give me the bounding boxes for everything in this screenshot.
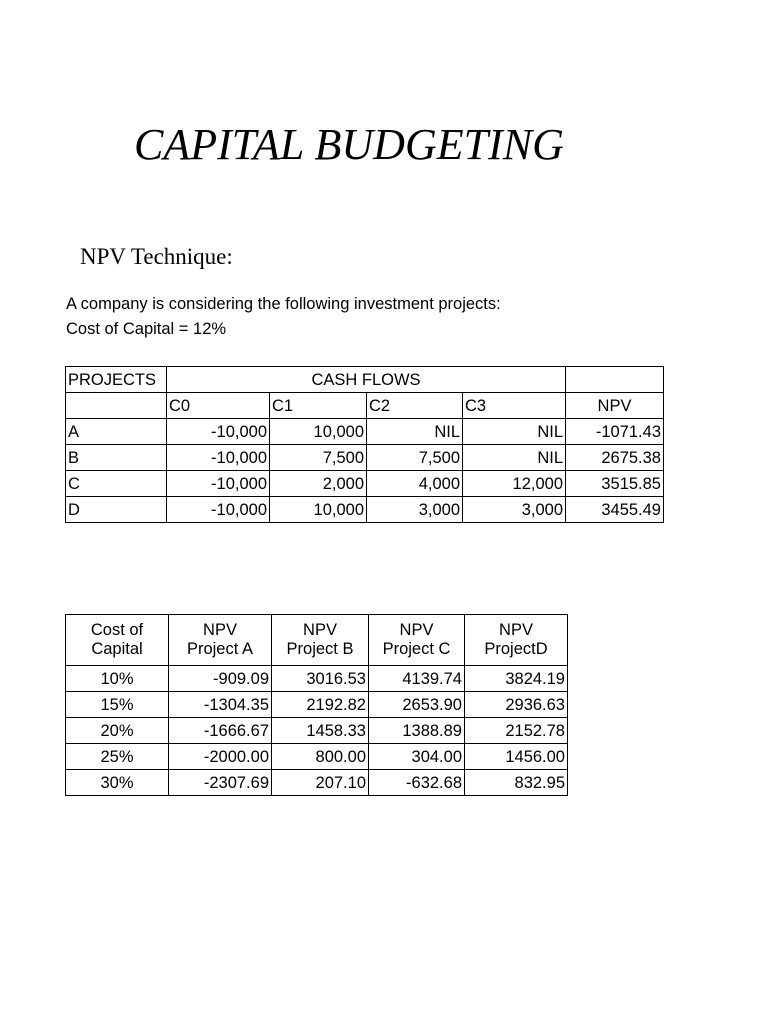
npv-value: 2675.38	[566, 445, 664, 471]
npv-a-cell: -2000.00	[169, 744, 272, 770]
cash-flow-c3: 12,000	[463, 471, 566, 497]
cash-flow-c1: 2,000	[270, 471, 367, 497]
npv-b-cell: 207.10	[272, 770, 369, 796]
period-header-c2: C2	[367, 393, 463, 419]
npv-b-cell: 1458.33	[272, 718, 369, 744]
header-npv-project-c: NPV Project C	[369, 615, 465, 666]
table-row	[66, 744, 568, 770]
npv-c-cell: 304.00	[369, 744, 465, 770]
npv-b-cell: 3016.53	[272, 666, 369, 692]
table-row	[66, 419, 664, 445]
cash-flow-c2: NIL	[367, 419, 463, 445]
npv-value: -1071.43	[566, 419, 664, 445]
rate-cell: 15%	[66, 692, 169, 718]
cash-flow-c0: -10,000	[167, 497, 270, 523]
npv-c-cell: -632.68	[369, 770, 465, 796]
period-header-c0: C0	[167, 393, 270, 419]
cash-flow-c0: -10,000	[167, 445, 270, 471]
project-label: B	[66, 445, 167, 471]
cash-flow-c0: -10,000	[167, 471, 270, 497]
period-header-c3: C3	[463, 393, 566, 419]
cash-flow-c2: 4,000	[367, 471, 463, 497]
npv-d-cell: 2152.78	[465, 718, 568, 744]
rate-cell: 30%	[66, 770, 169, 796]
table-row	[66, 770, 568, 796]
cash-flow-c3: NIL	[463, 445, 566, 471]
cash-flow-c2: 7,500	[367, 445, 463, 471]
cash-flow-c3: 3,000	[463, 497, 566, 523]
npv-a-cell: -1304.35	[169, 692, 272, 718]
npv-b-cell: 2192.82	[272, 692, 369, 718]
cash-flow-c0: -10,000	[167, 419, 270, 445]
npv-a-cell: -2307.69	[169, 770, 272, 796]
intro-line-2: Cost of Capital = 12%	[66, 320, 227, 338]
table-header-row	[66, 615, 568, 666]
table-row	[66, 471, 664, 497]
header-npv-project-b: NPV Project B	[272, 615, 369, 666]
period-header-c1: C1	[270, 393, 367, 419]
empty-cell	[66, 393, 167, 419]
npv-c-cell: 4139.74	[369, 666, 465, 692]
npv-c-cell: 1388.89	[369, 718, 465, 744]
rate-cell: 20%	[66, 718, 169, 744]
cash-flow-c2: 3,000	[367, 497, 463, 523]
npv-header-empty	[566, 367, 664, 393]
npv-value: 3455.49	[566, 497, 664, 523]
header-npv-project-a: NPV Project A	[169, 615, 272, 666]
rate-cell: 25%	[66, 744, 169, 770]
npv-d-cell: 3824.19	[465, 666, 568, 692]
header-cost-of-capital: Cost of Capital	[66, 615, 169, 666]
intro-line-1: A company is considering the following investment projects:	[66, 295, 501, 313]
cash-flow-c3: NIL	[463, 419, 566, 445]
section-subtitle: NPV Technique:	[80, 244, 233, 269]
project-label: A	[66, 419, 167, 445]
npv-a-cell: -909.09	[169, 666, 272, 692]
npv-c-cell: 2653.90	[369, 692, 465, 718]
npv-header: NPV	[566, 393, 664, 419]
npv-sensitivity-table	[65, 614, 568, 796]
npv-a-cell: -1666.67	[169, 718, 272, 744]
table-row	[66, 718, 568, 744]
header-npv-project-d: NPV ProjectD	[465, 615, 568, 666]
cash-flows-header: CASH FLOWS	[167, 367, 566, 393]
cash-flow-table	[65, 366, 664, 523]
table-row	[66, 497, 664, 523]
cash-flow-c1: 10,000	[270, 419, 367, 445]
project-label: C	[66, 471, 167, 497]
npv-d-cell: 832.95	[465, 770, 568, 796]
npv-d-cell: 2936.63	[465, 692, 568, 718]
npv-d-cell: 1456.00	[465, 744, 568, 770]
intro-text	[66, 292, 501, 342]
table-row	[66, 692, 568, 718]
cash-flow-c1: 7,500	[270, 445, 367, 471]
table-row	[66, 367, 664, 393]
npv-value: 3515.85	[566, 471, 664, 497]
page-title: CAPITAL BUDGETING	[134, 120, 564, 169]
npv-b-cell: 800.00	[272, 744, 369, 770]
project-label: D	[66, 497, 167, 523]
table-row	[66, 666, 568, 692]
rate-cell: 10%	[66, 666, 169, 692]
table-row	[66, 445, 664, 471]
table-row	[66, 393, 664, 419]
cash-flow-c1: 10,000	[270, 497, 367, 523]
projects-header: PROJECTS	[66, 367, 167, 393]
